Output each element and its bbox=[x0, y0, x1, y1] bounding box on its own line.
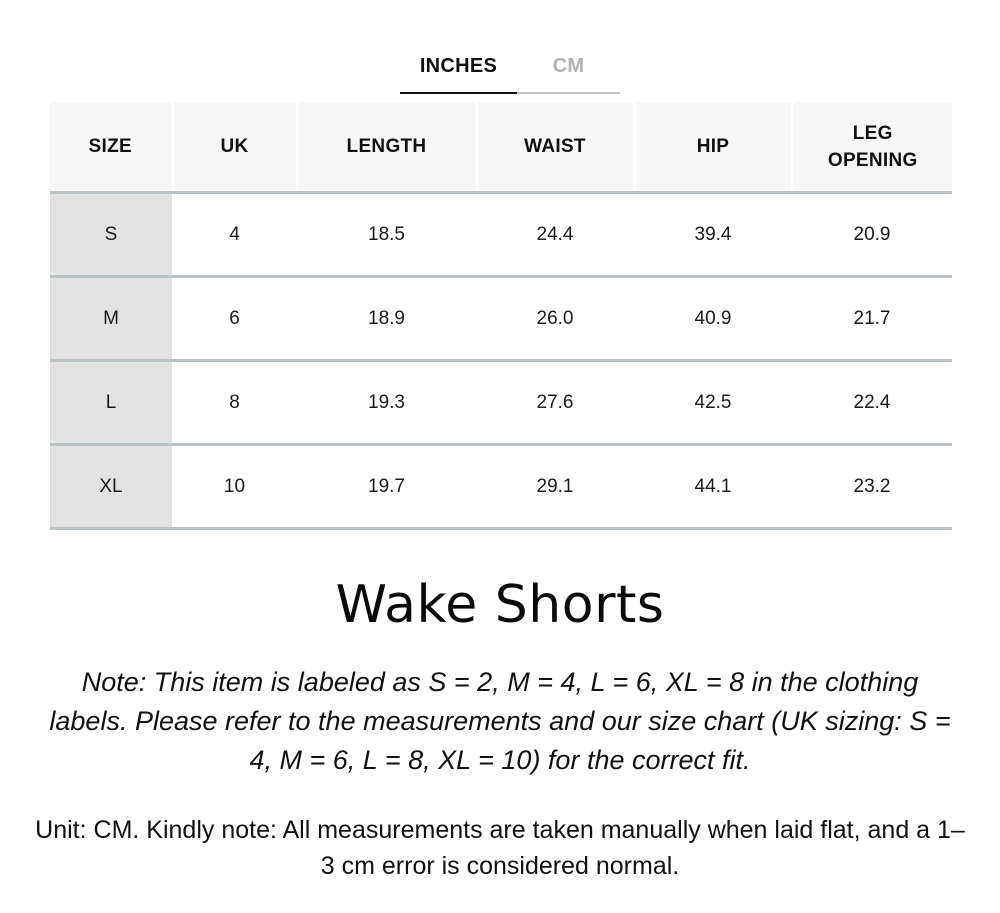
cell-size: XL bbox=[50, 445, 172, 529]
cell-hip: 44.1 bbox=[634, 445, 792, 529]
header-leg-opening bbox=[792, 102, 952, 193]
unit-tabs bbox=[400, 50, 620, 94]
header-hip: HIP bbox=[634, 102, 792, 193]
header-uk: UK bbox=[172, 102, 297, 193]
sizing-note: Note: This item is labeled as S = 2, M = 4, L = 6, XL = 8 in the clothing labels. Please refer to the measurements and our size chart (UK sizing: S = 4, M = 6, L = 8, XL = 10) for the correct fit. bbox=[49, 667, 951, 775]
table-row bbox=[50, 445, 952, 529]
cell-waist: 27.6 bbox=[476, 361, 634, 445]
cell-size: M bbox=[50, 277, 172, 361]
cell-length: 18.9 bbox=[297, 277, 476, 361]
table-row bbox=[50, 277, 952, 361]
size-chart-table bbox=[50, 102, 952, 530]
cell-uk: 4 bbox=[172, 193, 297, 277]
product-title: Wake Shorts bbox=[335, 575, 665, 635]
cell-waist: 24.4 bbox=[476, 193, 634, 277]
cell-size: L bbox=[50, 361, 172, 445]
cell-hip: 39.4 bbox=[634, 193, 792, 277]
tab-cm[interactable]: CM bbox=[517, 50, 620, 94]
cell-length: 18.5 bbox=[297, 193, 476, 277]
header-leg-opening-line2: OPENING bbox=[827, 149, 918, 171]
cell-hip: 40.9 bbox=[634, 277, 792, 361]
cell-hip: 42.5 bbox=[634, 361, 792, 445]
cell-size: S bbox=[50, 193, 172, 277]
table-header-row bbox=[50, 102, 952, 193]
header-leg-opening-line1: LEG bbox=[852, 122, 893, 144]
table-row bbox=[50, 193, 952, 277]
header-waist: WAIST bbox=[476, 102, 634, 193]
cell-leg-opening: 21.7 bbox=[792, 277, 952, 361]
cell-waist: 29.1 bbox=[476, 445, 634, 529]
cell-uk: 10 bbox=[172, 445, 297, 529]
header-size: SIZE bbox=[50, 102, 172, 193]
cell-length: 19.7 bbox=[297, 445, 476, 529]
cell-leg-opening: 23.2 bbox=[792, 445, 952, 529]
cell-leg-opening: 22.4 bbox=[792, 361, 952, 445]
header-length: LENGTH bbox=[297, 102, 476, 193]
tab-inches[interactable]: INCHES bbox=[400, 50, 517, 94]
cell-length: 19.3 bbox=[297, 361, 476, 445]
cell-leg-opening: 20.9 bbox=[792, 193, 952, 277]
cell-waist: 26.0 bbox=[476, 277, 634, 361]
table-row bbox=[50, 361, 952, 445]
cell-uk: 6 bbox=[172, 277, 297, 361]
unit-note: Unit: CM. Kindly note: All measurements are taken manually when laid flat, and a 1–3 cm error is considered normal. bbox=[35, 816, 965, 880]
cell-uk: 8 bbox=[172, 361, 297, 445]
